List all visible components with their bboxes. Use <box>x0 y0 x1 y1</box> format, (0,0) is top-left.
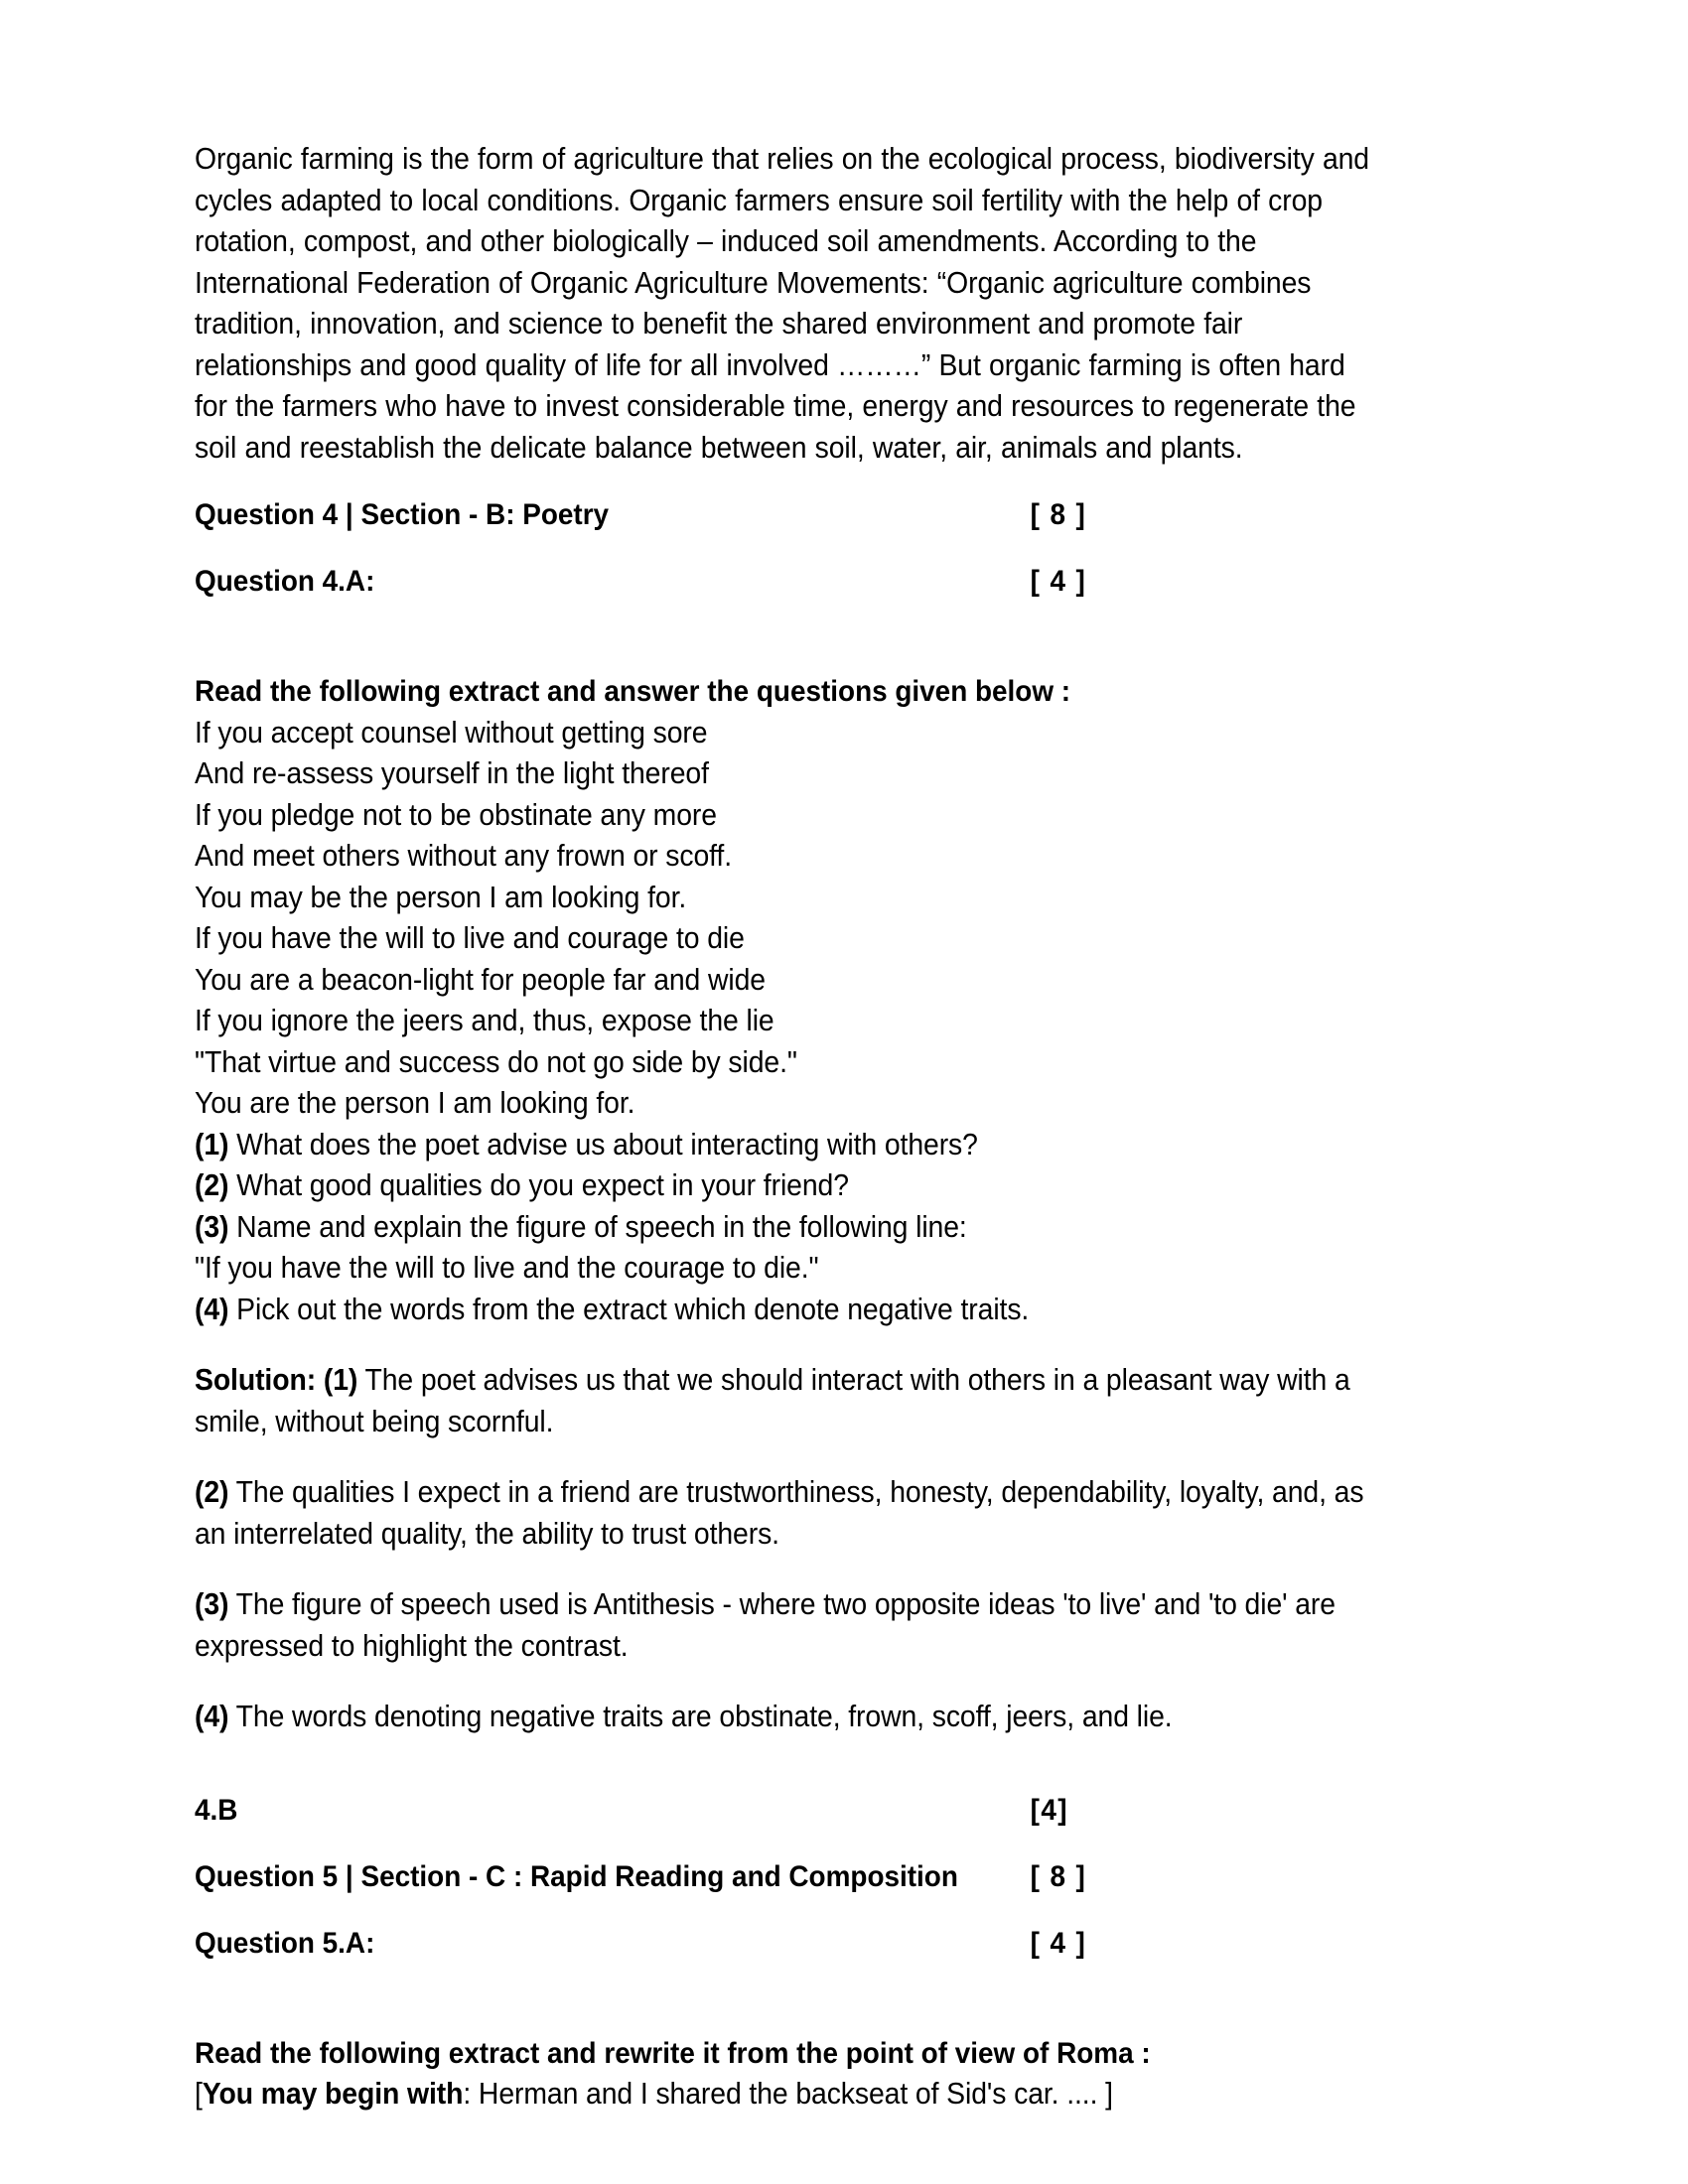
sub-question-text: What does the poet advise us about interacting with others? <box>228 1127 978 1161</box>
poem-line: You are the person I am looking for. <box>195 1086 635 1120</box>
question-5-marks: [ 8 ] <box>1030 1859 1087 1893</box>
sub-question <box>195 1207 1386 1249</box>
sub-question-number: (4) <box>195 1292 229 1326</box>
question-4a-marks: [ 4 ] <box>1030 565 1087 598</box>
solution-answer-4 <box>195 1697 1386 1738</box>
spacer <box>195 627 1386 641</box>
answer-number: (3) <box>195 1587 229 1621</box>
question-5a-marks: [ 4 ] <box>1030 1926 1087 1960</box>
solution-answer-2 <box>195 1472 1386 1555</box>
quoted-poem-line: "If you have the will to live and the courage to die." <box>195 1251 819 1285</box>
answer-text: The qualities I expect in a friend are trustworthiness, honesty, dependability, loyalty, and, as an interrelated quality, the ability to trust others. <box>195 1475 1364 1551</box>
sub-question-text: Pick out the words from the extract which denote negative traits. <box>228 1292 1030 1326</box>
question-4a-heading-row <box>195 561 1386 602</box>
poem-line: You are a beacon-light for people far and wide <box>195 962 767 997</box>
answer-text: The words denoting negative traits are obstinate, frown, scoff, jeers, and lie. <box>228 1700 1173 1733</box>
question-5-title: Question 5 | Section - C : Rapid Reading and Composition <box>195 1859 958 1893</box>
spacer <box>195 1989 1386 2003</box>
poem-line: "That virtue and success do not go side by side." <box>195 1044 797 1079</box>
question-5a-instruction: Read the following extract and rewrite it from the point of view of Roma : <box>195 2036 1151 2070</box>
poem-line: If you accept counsel without getting sore <box>195 715 708 750</box>
begin-with-label: You may begin with <box>202 2077 464 2111</box>
question-4-heading-row <box>195 494 1386 535</box>
solution-answer-3 <box>195 1584 1386 1667</box>
sub-question-number: (3) <box>195 1209 229 1244</box>
sub-question-number: (1) <box>195 1127 229 1161</box>
sub-question <box>195 1165 1386 1207</box>
question-5a-title: Question 5.A: <box>195 1926 375 1960</box>
question-4b-heading-row <box>195 1790 1386 1831</box>
question-4b-title: 4.B <box>195 1793 238 1827</box>
question-5a-heading-row <box>195 1923 1386 1964</box>
sub-question-number: (2) <box>195 1168 229 1202</box>
sub-question-text: Name and explain the figure of speech in the following line: <box>228 1209 967 1244</box>
poem-line: You may be the person I am looking for. <box>195 880 687 914</box>
sub-question-text: What good qualities do you expect in your friend? <box>228 1168 849 1202</box>
answer-text: The poet advises us that we should interact with others in a pleasant way with a smile, without being scornful. <box>195 1363 1350 1438</box>
question-4a-instruction: Read the following extract and answer the questions given below : <box>195 675 1071 708</box>
question-4b-marks: [4] <box>1030 1793 1068 1827</box>
solution-label: Solution: <box>195 1363 317 1397</box>
answer-number: (1) <box>323 1363 358 1397</box>
spacer <box>195 1738 1386 1764</box>
question-4-title: Question 4 | Section - B: Poetry <box>195 498 610 531</box>
question-5a-begin-hint <box>195 2074 1386 2116</box>
answer-number: (4) <box>195 1700 229 1733</box>
answer-number: (2) <box>195 1475 229 1509</box>
sub-question <box>195 1125 1386 1166</box>
bracket-open: [ <box>195 2077 203 2111</box>
poem-line: If you ignore the jeers and, thus, expose the lie <box>195 1004 774 1037</box>
poem-line: And meet others without any frown or scoff. <box>195 839 732 873</box>
poem-line: If you pledge not to be obstinate any more <box>195 797 717 832</box>
solution-answer-1 <box>195 1360 1386 1442</box>
poem-line: If you have the will to live and courage to die <box>195 921 745 955</box>
sub-question <box>195 1290 1386 1331</box>
question-5-heading-row <box>195 1856 1386 1897</box>
begin-with-text: : Herman and I shared the backseat of Sid's car. .... ] <box>463 2077 1113 2111</box>
question-4-marks: [ 8 ] <box>1030 498 1087 531</box>
answer-text: The figure of speech used is Antithesis - where two opposite ideas 'to live' and 'to die' are expressed to highlight the contrast. <box>195 1587 1336 1663</box>
passage-paragraph: Organic farming is the form of agriculture that relies on the ecological process, biodiversity and cycles adapted to local conditions. Organic farmers ensure soil fertility with the help of crop rotation, compost, and other biologically – induced soil amendments. According to the International Federation of Organic Agriculture Movements: “Organic agriculture combines tradition, innovation, and science to benefit the shared environment and promote fair relationships and good quality of life for all involved ………” But organic farming is often hard for the farmers who have to invest considerable time, energy and resources to regenerate the soil and reestablish the delicate balance between soil, water, air, animals and plants. <box>195 142 1370 465</box>
poem-line: And re-assess yourself in the light thereof <box>195 756 709 790</box>
document-content <box>195 139 1386 2116</box>
question-4a-title: Question 4.A: <box>195 565 375 598</box>
